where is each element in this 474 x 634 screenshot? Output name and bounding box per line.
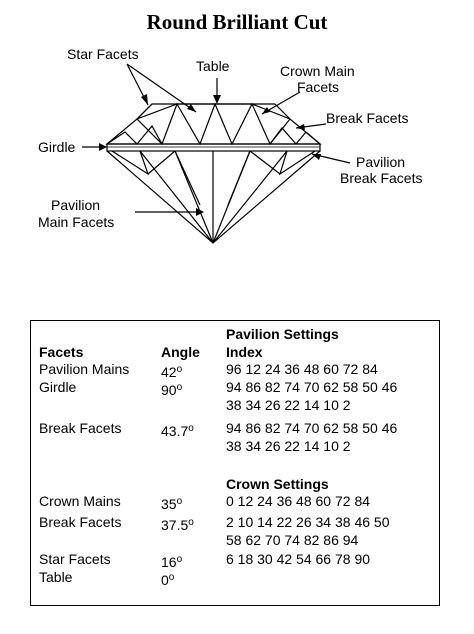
degree-symbol: o	[176, 364, 183, 375]
row-index: 2 10 14 22 26 34 38 46 50	[226, 514, 390, 530]
pavilion-settings-heading: Pavilion Settings	[226, 326, 339, 342]
row-angle: 0$^o$	[161, 572, 175, 588]
row-angle: 35$^o$	[161, 496, 183, 512]
arrow-star-1	[141, 94, 148, 105]
row-facet: Break Facets	[39, 514, 122, 530]
row-angle: 37.5$^o$	[161, 517, 194, 533]
page-title: Round Brilliant Cut	[146, 10, 328, 34]
row-angle: 43.7$^o$	[161, 423, 194, 439]
arrow-girdle	[99, 143, 107, 151]
row-facet: Break Facets	[39, 420, 122, 436]
row-facet: Girdle	[39, 379, 77, 395]
row-angle: 90$^o$	[161, 382, 183, 398]
pavilion-main-5	[213, 151, 287, 243]
degree-symbol: o	[176, 496, 183, 507]
arrow-table	[213, 95, 221, 104]
row-index: 6 18 30 42 54 66 78 90	[226, 551, 371, 567]
pavilion-main-2	[175, 151, 213, 243]
degree-symbol: o	[188, 423, 194, 434]
row-facet: Crown Mains	[39, 493, 121, 509]
label-pavilion-main-line2: Main Facets	[38, 214, 115, 230]
crown-outline	[107, 104, 320, 144]
row-index: 38 34 26 22 14 10 2	[226, 397, 351, 413]
degree-symbol: o	[176, 554, 183, 565]
label-pavilion-break-line1: Pavilion	[356, 154, 406, 170]
label-crown-main-line1: Crown Main	[280, 63, 355, 79]
row-angle: 16$^o$	[161, 554, 183, 570]
row-index: 58 62 70 74 82 86 94	[226, 532, 359, 548]
crown-settings-heading: Crown Settings	[226, 476, 329, 492]
row-facet: Table	[39, 569, 73, 585]
degree-symbol: o	[168, 572, 175, 583]
label-table: Table	[196, 58, 230, 74]
row-facet: Star Facets	[39, 551, 111, 567]
row-index: 38 34 26 22 14 10 2	[226, 438, 351, 454]
degree-symbol: o	[176, 382, 183, 393]
leader-star-2	[127, 64, 196, 112]
label-break-facets: Break Facets	[326, 110, 409, 126]
label-star-facets: Star Facets	[67, 46, 139, 62]
label-pavilion-main-line1: Pavilion	[51, 197, 101, 213]
crown-facet-lines-c	[270, 128, 320, 144]
label-pavilion-break-line2: Break Facets	[340, 170, 423, 186]
row-angle: 42$^o$	[161, 364, 183, 380]
label-girdle: Girdle	[38, 139, 76, 155]
row-index: 94 86 82 74 70 62 58 50 46	[226, 379, 398, 395]
label-crown-main-line2: Facets	[297, 79, 340, 95]
row-facet: Pavilion Mains	[39, 361, 130, 377]
col-header-facets: Facets	[39, 344, 84, 360]
pavilion-main-1	[140, 151, 213, 243]
degree-symbol: o	[188, 517, 194, 528]
row-index: 0 12 24 36 48 60 72 84	[226, 493, 371, 509]
girdle-band	[107, 144, 320, 151]
col-header-index: Index	[226, 344, 263, 360]
row-index: 94 86 82 74 70 62 58 50 46	[226, 420, 398, 436]
arrow-pavilion-main	[196, 208, 204, 216]
arrow-star-2	[187, 104, 196, 112]
row-index: 96 12 24 36 48 60 72 84	[226, 361, 378, 377]
col-header-angle: Angle	[161, 344, 200, 360]
